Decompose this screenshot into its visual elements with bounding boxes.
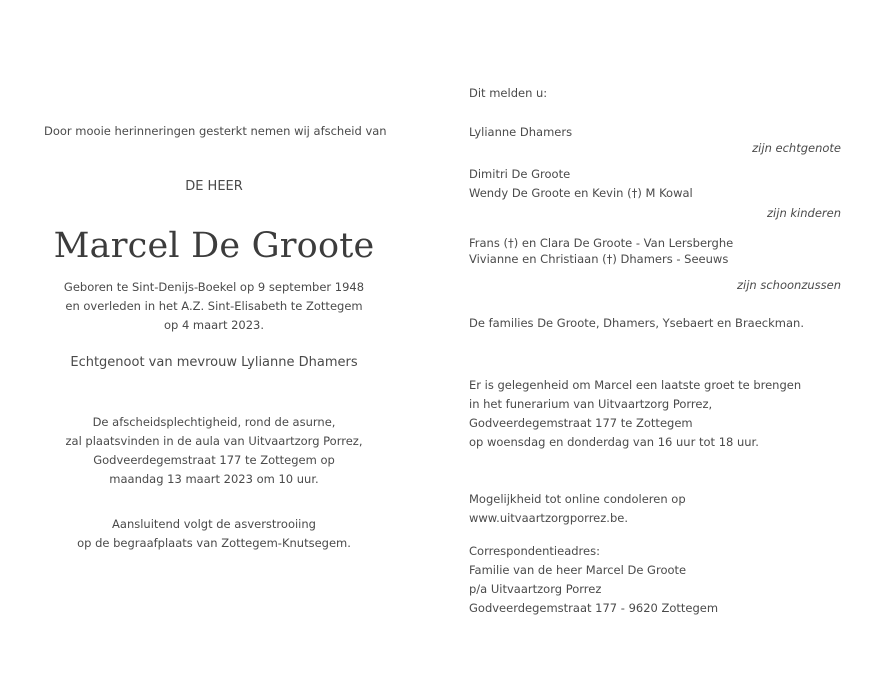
visit-line: in het funerarium van Uitvaartzorg Porrez, xyxy=(469,397,713,411)
honorific: DE HEER xyxy=(185,179,243,194)
visit-line: op woensdag en donderdag van 16 uur tot 18 uur. xyxy=(469,435,759,449)
inlaw-line: Vivianne en Christiaan (†) Dhamers - Seeuws xyxy=(469,252,729,266)
death-date-line: op 4 maart 2023. xyxy=(163,318,265,332)
children-role: zijn kinderen xyxy=(767,206,841,220)
children-block xyxy=(469,165,841,203)
families-line: De families De Groote, Dhamers, Ysebaert en Braeckman. xyxy=(469,316,804,330)
child-line: Wendy De Groote en Kevin (†) M Kowal xyxy=(469,186,693,200)
inlaws-role: zijn schoonzussen xyxy=(736,278,841,292)
ceremony-line: De afscheidsplechtigheid, rond de asurne, xyxy=(92,415,336,429)
scatter-line: op de begraafplaats van Zottegem-Knutsegem. xyxy=(77,536,351,550)
spouse-line: Echtgenoot van mevrouw Lylianne Dhamers xyxy=(70,355,358,370)
condolence-line: Mogelijkheid tot online condoleren op xyxy=(469,492,686,506)
visit-line: Godveerdegemstraat 177 te Zottegem xyxy=(469,416,693,430)
scatter-line: Aansluitend volgt de asverstrooiing xyxy=(112,517,316,531)
child-line: Dimitri De Groote xyxy=(469,167,571,181)
ceremony-line: Godveerdegemstraat 177 te Zottegem op xyxy=(93,453,335,467)
death-line: en overleden in het A.Z. Sint-Elisabeth te Zottegem xyxy=(65,299,363,313)
ceremony-line: maandag 13 maart 2023 om 10 uur. xyxy=(109,472,319,486)
correspondence-block xyxy=(469,542,841,618)
birth-death-block xyxy=(44,278,384,335)
spouse-name: Lylianne Dhamers xyxy=(469,125,573,139)
correspondence-line: Godveerdegemstraat 177 - 9620 Zottegem xyxy=(469,601,719,615)
visit-block xyxy=(469,376,841,452)
correspondence-line: Familie van de heer Marcel De Groote xyxy=(469,563,687,577)
scatter-block xyxy=(44,515,384,553)
ceremony-block xyxy=(44,413,384,489)
correspondence-line: p/a Uitvaartzorg Porrez xyxy=(469,582,602,596)
deceased-name: Marcel De Groote xyxy=(53,226,375,266)
inlaw-line: Frans (†) en Clara De Groote - Van Lersberghe xyxy=(469,236,734,250)
spouse-role: zijn echtgenote xyxy=(752,141,841,155)
correspondence-heading: Correspondentieadres: xyxy=(469,544,600,558)
announce-text: Dit melden u: xyxy=(469,86,548,100)
visit-line: Er is gelegenheid om Marcel een laatste groet te brengen xyxy=(469,378,802,392)
condolence-url: www.uitvaartzorgporrez.be. xyxy=(469,511,628,525)
condolence-block xyxy=(469,490,841,528)
intro-text: Door mooie herinneringen gesterkt nemen wij afscheid van xyxy=(44,124,387,138)
birth-line: Geboren te Sint-Denijs-Boekel op 9 september 1948 xyxy=(63,280,365,294)
inlaws-block xyxy=(469,235,841,267)
ceremony-line: zal plaatsvinden in de aula van Uitvaartzorg Porrez, xyxy=(65,434,363,448)
